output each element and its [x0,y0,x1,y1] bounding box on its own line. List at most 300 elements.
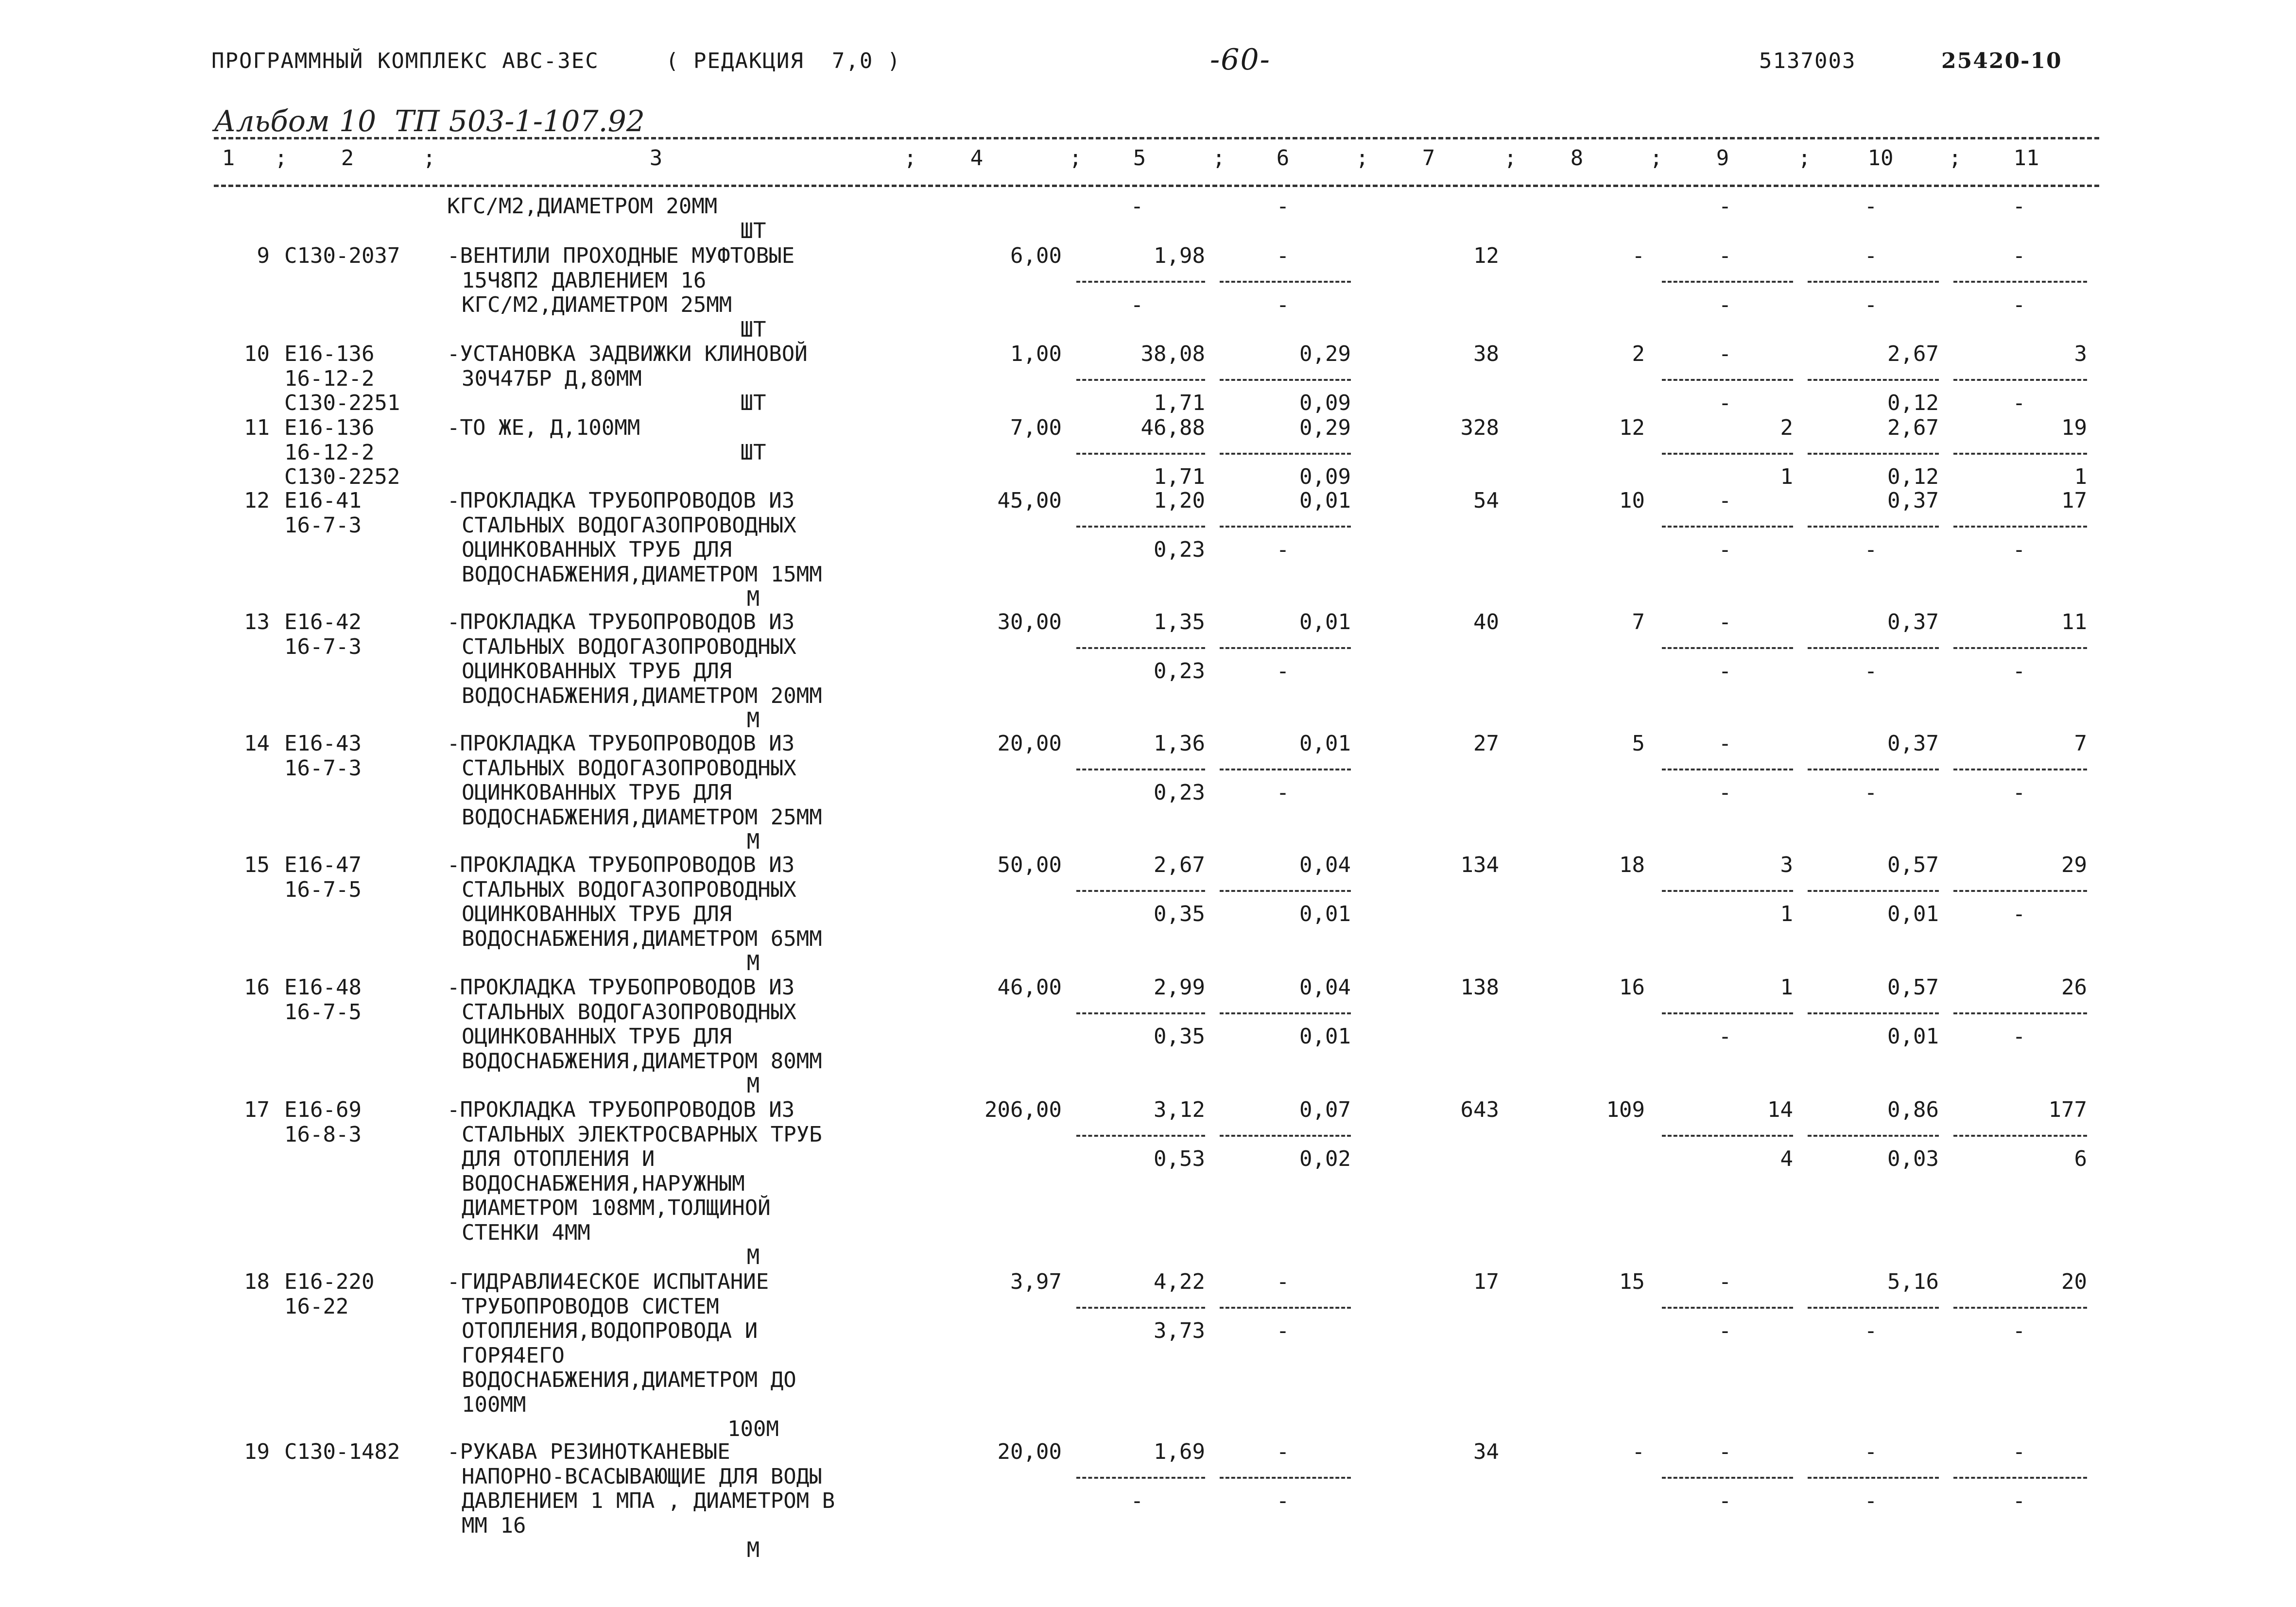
c5-value-bottom: 0,35 [1154,1024,1205,1049]
column-separator: ; [275,146,288,171]
table-header-rule [214,185,2099,187]
row-code: Е16-43 [284,731,362,756]
c11-value-bottom: - [2012,1024,2026,1049]
row-unit: ШТ [740,391,766,415]
row-code: С130-2037 [284,243,400,268]
c5-value-top: 4,22 [1154,1269,1205,1294]
c9-value-top: 3 [1780,853,1793,877]
col4-value: 6,00 [1010,243,1062,268]
row-number: 18 [244,1269,270,1294]
row-description: СТАЛЬНЫХ ВОДОГАЗОПРОВОДНЫХ [462,513,796,538]
c6-value-bottom: 0,01 [1299,1024,1351,1049]
c11-value-top: 29 [2061,853,2087,877]
c11-value-bottom: - [2012,391,2026,415]
row-description: СТАЛЬНЫХ ВОДОГАЗОПРОВОДНЫХ [462,755,796,781]
c6-value-top: 0,01 [1299,731,1351,756]
c10-value-top: 0,57 [1887,853,1939,877]
row-description: ОЦИНКОВАННЫХ ТРУБ ДЛЯ [462,537,732,562]
fraction-divider [1220,281,1351,283]
row-unit: М [746,1538,760,1562]
c10-value-top: - [1864,194,1878,219]
row-code: 16-7-5 [284,877,362,902]
column-header-10: 10 [1867,146,1894,171]
fraction-divider [1076,1135,1205,1137]
c5-value-top: 1,20 [1154,488,1205,513]
row-unit: М [746,708,760,733]
fraction-divider [1220,1477,1351,1479]
column-header-6: 6 [1276,146,1290,171]
c10-value-top: 0,57 [1887,975,1939,1000]
c10-value-top: 2,67 [1887,342,1939,366]
row-description: -ВЕНТИЛИ ПРОХОДНЫЕ МУФТОВЫЕ [447,243,795,268]
program-title: ПРОГРАММНЫЙ КОМПЛЕКС АВС-3ЕС [211,49,599,73]
fraction-divider [1662,647,1793,649]
col4-value: 46,00 [997,975,1062,1000]
row-description: ВОДОСНАБЖЕНИЯ,ДИАМЕТРОМ ДО [462,1368,796,1392]
column-header-1: 1 [222,146,235,171]
row-description: ВОДОСНАБЖЕНИЯ,ДИАМЕТРОМ 20ММ [462,683,822,708]
row-code: Е16-69 [284,1097,362,1122]
c10-value-top: 0,86 [1887,1097,1939,1122]
c9-value-bottom: 1 [1780,464,1793,489]
col8-value: 16 [1619,975,1645,1000]
c11-value-bottom: 6 [2074,1146,2087,1171]
c11-value-bottom: 1 [2074,464,2087,489]
c6-value-top: 0,29 [1299,415,1351,440]
row-description: ВОДОСНАБЖЕНИЯ,ДИАМЕТРОМ 65ММ [462,926,822,951]
row-description: КГС/М2,ДИАМЕТРОМ 25ММ [462,292,732,317]
c11-value-top: 7 [2074,731,2087,756]
col7-value: 34 [1473,1439,1499,1464]
c10-value-bottom: 0,03 [1887,1146,1939,1171]
fraction-divider [1076,1012,1205,1014]
row-description: -ТО ЖЕ, Д,100ММ [447,415,640,440]
row-description: -ПРОКЛАДКА ТРУБОПРОВОДОВ ИЗ [447,1097,795,1122]
c11-value-top: 177 [2048,1097,2087,1122]
c10-value-top: 2,67 [1887,415,1939,440]
fraction-divider [1076,769,1205,770]
row-description: ОЦИНКОВАННЫХ ТРУБ ДЛЯ [462,902,732,926]
col8-value: 5 [1632,731,1645,756]
row-unit: М [746,1073,760,1098]
c11-value-top: 19 [2061,415,2087,440]
row-description: ВОДОСНАБЖЕНИЯ,ДИАМЕТРОМ 15ММ [462,562,822,587]
column-separator: ; [1798,146,1811,171]
c6-value-bottom: - [1276,1318,1290,1343]
col8-value: 7 [1632,610,1645,634]
fraction-divider [1953,769,2087,770]
row-description: -ПРОКЛАДКА ТРУБОПРОВОДОВ ИЗ [447,853,795,877]
fraction-divider [1220,1307,1351,1309]
c5-value-bottom: 1,71 [1154,464,1205,489]
c9-value-top: - [1718,194,1732,219]
row-code: 16-7-5 [284,999,362,1025]
c5-value-top: 2,67 [1154,853,1205,877]
c11-value-bottom: - [2012,902,2026,926]
row-unit: М [746,951,760,975]
row-description: СТАЛЬНЫХ ВОДОГАЗОПРОВОДНЫХ [462,634,796,659]
fraction-divider [1662,1477,1793,1479]
col7-value: 643 [1460,1097,1499,1122]
c11-value-top: 26 [2061,975,2087,1000]
col7-value: 134 [1460,853,1499,877]
row-number: 9 [257,243,270,268]
c6-value-top: - [1276,1269,1290,1294]
c11-value-top: - [2012,243,2026,268]
c5-value-bottom: - [1130,292,1144,317]
c9-value-top: 14 [1767,1097,1793,1122]
col7-value: 12 [1473,243,1499,268]
fraction-divider [1808,1135,1939,1137]
row-description: ДЛЯ ОТОПЛЕНИЯ И [462,1146,655,1171]
col7-value: 40 [1473,610,1499,634]
column-header-8: 8 [1570,146,1584,171]
document-number: 25420-10 [1941,49,2062,73]
row-description: ВОДОСНАБЖЕНИЯ,НАРУЖНЫМ [462,1171,745,1196]
table-top-rule [214,137,2099,139]
row-number: 14 [244,731,270,756]
c5-value-bottom: 3,73 [1154,1318,1205,1343]
column-separator: ; [423,146,436,171]
col8-value: - [1632,243,1645,268]
col8-value: - [1632,1439,1645,1464]
c11-value-bottom: - [2012,1488,2026,1513]
c11-value-bottom: - [2012,780,2026,805]
row-description: -ПРОКЛАДКА ТРУБОПРОВОДОВ ИЗ [447,975,795,1000]
fraction-divider [1220,647,1351,649]
c5-value-bottom: 0,53 [1154,1146,1205,1171]
row-description: ОЦИНКОВАННЫХ ТРУБ ДЛЯ [462,659,732,684]
fraction-divider [1808,526,1939,528]
c10-value-top: 0,37 [1887,488,1939,513]
row-code: Е16-220 [284,1269,375,1294]
col8-value: 15 [1619,1269,1645,1294]
col8-value: 10 [1619,488,1645,513]
c6-value-top: - [1276,1439,1290,1464]
row-unit: М [746,1245,760,1269]
fraction-divider [1808,453,1939,455]
row-description: -ПРОКЛАДКА ТРУБОПРОВОДОВ ИЗ [447,610,795,634]
row-description: -УСТАНОВКА ЗАДВИЖКИ КЛИНОВОЙ [447,342,808,366]
fraction-divider [1808,769,1939,770]
c9-value-bottom: - [1718,1318,1732,1343]
row-unit: ШТ [740,218,766,243]
c10-value-top: 0,37 [1887,731,1939,756]
row-code: С130-1482 [284,1439,400,1464]
row-code: Е16-136 [284,342,375,366]
column-separator: ; [1504,146,1517,171]
fraction-divider [1662,890,1793,892]
c11-value-top: 17 [2061,488,2087,513]
fraction-divider [1662,1135,1793,1137]
fraction-divider [1953,453,2087,455]
fraction-divider [1220,453,1351,455]
column-separator: ; [1356,146,1369,171]
row-code: 16-8-3 [284,1122,362,1147]
c9-value-bottom: - [1718,659,1732,684]
c5-value-bottom: 0,23 [1154,537,1205,562]
row-description: -ГИДРАВЛИ4ЕСКОЕ ИСПЫТАНИЕ [447,1269,769,1294]
c5-value-bottom: - [1130,1488,1144,1513]
column-separator: ; [1650,146,1663,171]
fraction-divider [1953,647,2087,649]
column-separator: ; [1949,146,1962,171]
col4-value: 7,00 [1010,415,1062,440]
fraction-divider [1076,1477,1205,1479]
c11-value-top: 20 [2061,1269,2087,1294]
c9-value-top: - [1718,342,1732,366]
c10-value-top: 0,37 [1887,610,1939,634]
c9-value-top: - [1718,488,1732,513]
row-unit: 100М [727,1417,779,1441]
fraction-divider [1220,769,1351,770]
c9-value-top: - [1718,1269,1732,1294]
c5-value-top: 2,99 [1154,975,1205,1000]
c9-value-bottom: - [1718,1024,1732,1049]
row-description: ДАВЛЕНИЕМ 1 МПА , ДИАМЕТРОМ В [462,1488,835,1513]
c11-value-top: 3 [2074,342,2087,366]
row-code: Е16-47 [284,853,362,877]
row-code: Е16-42 [284,610,362,634]
col4-value: 3,97 [1010,1269,1062,1294]
album-handwritten-note: Альбом 10 ТП 503-1-107.92 [214,104,645,138]
row-description: -ПРОКЛАДКА ТРУБОПРОВОДОВ ИЗ [447,488,795,513]
col4-value: 206,00 [984,1097,1062,1122]
c6-value-bottom: 0,09 [1299,464,1351,489]
col7-value: 27 [1473,731,1499,756]
row-description: 100ММ [462,1392,526,1417]
c5-value-top: 1,69 [1154,1439,1205,1464]
col7-value: 17 [1473,1269,1499,1294]
row-unit: ШТ [740,440,766,465]
c9-value-bottom: - [1718,780,1732,805]
row-code: 16-12-2 [284,440,375,465]
row-description: 15Ч8П2 ДАВЛЕНИЕМ 16 [462,268,707,293]
c5-value-top: 1,35 [1154,610,1205,634]
row-description: СТЕНКИ 4ММ [462,1220,590,1245]
fraction-divider [1076,453,1205,455]
fraction-divider [1220,379,1351,381]
row-unit: М [746,586,760,611]
fraction-divider [1662,769,1793,770]
fraction-divider [1220,1135,1351,1137]
row-description: ММ 16 [462,1513,526,1538]
c10-value-top: - [1864,1439,1878,1464]
col4-value: 50,00 [997,853,1062,877]
column-separator: ; [1212,146,1226,171]
fraction-divider [1076,890,1205,892]
row-description: ВОДОСНАБЖЕНИЯ,ДИАМЕТРОМ 80ММ [462,1048,822,1074]
row-description: ОЦИНКОВАННЫХ ТРУБ ДЛЯ [462,780,732,805]
fraction-divider [1808,890,1939,892]
c9-value-top: 1 [1780,975,1793,1000]
fraction-divider [1220,1012,1351,1014]
c9-value-top: - [1718,731,1732,756]
row-code: Е16-41 [284,488,362,513]
c10-value-bottom: - [1864,659,1878,684]
fraction-divider [1076,647,1205,649]
c11-value-bottom: - [2012,659,2026,684]
column-header-9: 9 [1716,146,1729,171]
c6-value-bottom: - [1276,780,1290,805]
c6-value-bottom: - [1276,537,1290,562]
fraction-divider [1662,1012,1793,1014]
c11-value-bottom: - [2012,537,2026,562]
fraction-divider [1808,281,1939,283]
row-code: С130-2252 [284,464,400,489]
fraction-divider [1076,526,1205,528]
document-code: 5137003 [1759,49,1856,73]
c6-value-top: 0,01 [1299,610,1351,634]
c5-value-top: 46,88 [1140,415,1205,440]
fraction-divider [1808,1477,1939,1479]
c9-value-bottom: - [1718,391,1732,415]
page-number: -60- [1210,43,1271,77]
c5-value-bottom: 1,71 [1154,391,1205,415]
c10-value-bottom: 0,12 [1887,464,1939,489]
column-header-3: 3 [649,146,663,171]
column-header-4: 4 [970,146,984,171]
c11-value-bottom: - [2012,292,2026,317]
c6-value-top: 0,04 [1299,853,1351,877]
c10-value-bottom: 0,01 [1887,902,1939,926]
c5-value-bottom: 0,35 [1154,902,1205,926]
c6-value-top: 0,07 [1299,1097,1351,1122]
c11-value-bottom: - [2012,1318,2026,1343]
row-description: НАПОРНО-ВСАСЫВАЮЩИЕ ДЛЯ ВОДЫ [462,1464,822,1489]
row-code: 16-7-3 [284,755,362,781]
c10-value-bottom: - [1864,292,1878,317]
col4-value: 30,00 [997,610,1062,634]
fraction-divider [1076,1307,1205,1309]
fraction-divider [1953,1307,2087,1309]
row-number: 13 [244,610,270,634]
c9-value-bottom: - [1718,537,1732,562]
c9-value-bottom: 4 [1780,1146,1793,1171]
row-number: 12 [244,488,270,513]
row-description: ТРУБОПРОВОДОВ СИСТЕМ [462,1294,719,1319]
row-description: -РУКАВА РЕЗИНОТКАНЕВЫЕ [447,1439,730,1464]
row-code: 16-7-3 [284,634,362,659]
col4-value: 20,00 [997,731,1062,756]
c10-value-bottom: - [1864,1318,1878,1343]
fraction-divider [1662,379,1793,381]
c6-value-bottom: 0,01 [1299,902,1351,926]
row-number: 19 [244,1439,270,1464]
fraction-divider [1662,1307,1793,1309]
row-code: 16-7-3 [284,513,362,538]
fraction-divider [1953,1135,2087,1137]
row-code: 16-22 [284,1294,349,1319]
col4-value: 1,00 [1010,342,1062,366]
c5-value-top: - [1130,194,1144,219]
row-description: СТАЛЬНЫХ ЭЛЕКТРОСВАРНЫХ ТРУБ [462,1122,822,1147]
row-description: 30Ч47БР Д,80ММ [462,366,642,391]
fraction-divider [1808,1012,1939,1014]
fraction-divider [1662,453,1793,455]
column-header-7: 7 [1422,146,1435,171]
c10-value-bottom: - [1864,1488,1878,1513]
col7-value: 138 [1460,975,1499,1000]
row-description: КГС/М2,ДИАМЕТРОМ 20ММ [447,194,718,219]
col7-value: 328 [1460,415,1499,440]
row-number: 17 [244,1097,270,1122]
c10-value-top: 5,16 [1887,1269,1939,1294]
row-code: Е16-48 [284,975,362,1000]
col8-value: 12 [1619,415,1645,440]
col8-value: 18 [1619,853,1645,877]
c9-value-top: - [1718,243,1732,268]
col7-value: 54 [1473,488,1499,513]
fraction-divider [1662,281,1793,283]
c9-value-bottom: - [1718,292,1732,317]
c6-value-top: 0,04 [1299,975,1351,1000]
row-number: 10 [244,342,270,366]
row-number: 11 [244,415,270,440]
col4-value: 45,00 [997,488,1062,513]
column-separator: ; [1069,146,1082,171]
row-description: ДИАМЕТРОМ 108ММ,ТОЛЩИНОЙ [462,1196,771,1220]
column-header-5: 5 [1133,146,1146,171]
row-description: -ПРОКЛАДКА ТРУБОПРОВОДОВ ИЗ [447,731,795,756]
row-number: 15 [244,853,270,877]
fraction-divider [1953,379,2087,381]
row-description: ОТОПЛЕНИЯ,ВОДОПРОВОДА И [462,1318,758,1343]
c9-value-bottom: - [1718,1488,1732,1513]
c11-value-top: - [2012,1439,2026,1464]
row-code: 16-12-2 [284,366,375,391]
c6-value-bottom: 0,02 [1299,1146,1351,1171]
edition-label: ( РЕДАКЦИЯ 7,0 ) [666,49,901,73]
row-code: Е16-136 [284,415,375,440]
c11-value-top: - [2012,194,2026,219]
c10-value-bottom: - [1864,780,1878,805]
c11-value-top: 11 [2061,610,2087,634]
c9-value-top: - [1718,610,1732,634]
row-description: ВОДОСНАБЖЕНИЯ,ДИАМЕТРОМ 25ММ [462,804,822,830]
col7-value: 38 [1473,342,1499,366]
c9-value-top: - [1718,1439,1732,1464]
c10-value-bottom: 0,01 [1887,1024,1939,1049]
column-header-11: 11 [2013,146,2039,171]
row-code: С130-2251 [284,391,400,415]
c10-value-top: - [1864,243,1878,268]
fraction-divider [1808,647,1939,649]
column-separator: ; [904,146,917,171]
c6-value-bottom: - [1276,1488,1290,1513]
c6-value-top: 0,29 [1299,342,1351,366]
fraction-divider [1808,1307,1939,1309]
c5-value-top: 1,36 [1154,731,1205,756]
fraction-divider [1808,379,1939,381]
fraction-divider [1953,1477,2087,1479]
fraction-divider [1953,526,2087,528]
c6-value-top: 0,01 [1299,488,1351,513]
c5-value-top: 3,12 [1154,1097,1205,1122]
c10-value-bottom: 0,12 [1887,391,1939,415]
row-unit: ШТ [740,317,766,342]
fraction-divider [1220,890,1351,892]
column-header-2: 2 [341,146,354,171]
row-description: ОЦИНКОВАННЫХ ТРУБ ДЛЯ [462,1024,732,1049]
fraction-divider [1662,526,1793,528]
c6-value-bottom: - [1276,659,1290,684]
c6-value-bottom: - [1276,292,1290,317]
row-description: СТАЛЬНЫХ ВОДОГАЗОПРОВОДНЫХ [462,999,796,1025]
row-unit: М [746,829,760,854]
c6-value-top: - [1276,194,1290,219]
fraction-divider [1076,281,1205,283]
